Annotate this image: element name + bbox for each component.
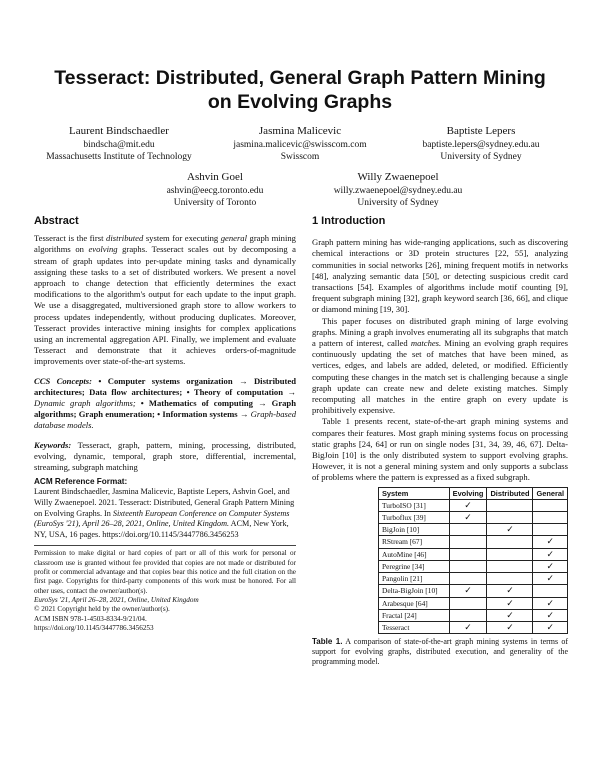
table-cell-general	[533, 621, 568, 633]
check-mark-icon: ✓	[464, 500, 472, 511]
table-cell-distributed	[487, 536, 533, 548]
author-name: Jasmina Malicevic	[258, 125, 342, 137]
table-cell-distributed	[487, 621, 533, 633]
table-cell-system: Fractal [24]	[379, 609, 450, 621]
table-row	[379, 548, 568, 560]
doi-link[interactable]: https://doi.org/10.1145/3447786.3456253	[34, 623, 154, 632]
author-email: bindscha@mit.edu	[83, 140, 155, 150]
table-cell-system: Tesseract	[379, 621, 450, 633]
author-email: willy.zwaenepoel@sydney.edu.au	[333, 186, 463, 196]
table-header: System	[379, 487, 450, 499]
author-affiliation: Massachusetts Institute of Technology	[46, 152, 192, 162]
check-mark-icon: ✓	[546, 549, 554, 560]
table-cell-evolving	[449, 597, 487, 609]
table-cell-distributed	[487, 573, 533, 585]
table-cell-evolving	[449, 560, 487, 572]
table-cell-general	[533, 573, 568, 585]
table-cell-evolving	[449, 524, 487, 536]
table-cell-general	[533, 524, 568, 536]
check-mark-icon: ✓	[546, 622, 554, 633]
intro-paragraph-1: Graph pattern mining has wide-ranging applications, such as discovering chemical interactions or 3D protein structures [22, 55], analyzing communities in social networks [26], mining frequent motifs in networks [48], analyzing semantic data [50], or detecting suspicious credit card transactions [54]. Examples of algorithms include motif counting [9], frequent subgraph mining [32], graph keyword search [36, 66], and clique or diamond mining [19, 30].	[312, 237, 568, 315]
footnote-divider	[34, 545, 296, 546]
check-mark-icon: ✓	[506, 610, 514, 621]
table-cell-general	[533, 560, 568, 572]
table-cell-evolving	[449, 573, 487, 585]
author-block	[150, 170, 280, 209]
author-email: jasmina.malicevic@swisscom.com	[233, 140, 367, 150]
check-mark-icon: ✓	[546, 598, 554, 609]
comparison-table	[378, 487, 568, 634]
table-cell-distributed	[487, 560, 533, 572]
check-mark-icon: ✓	[464, 513, 472, 524]
table-cell-distributed	[487, 499, 533, 511]
check-mark-icon: ✓	[506, 525, 514, 536]
table-row	[379, 536, 568, 548]
author-name: Baptiste Lepers	[446, 125, 516, 137]
table-header: General	[533, 487, 568, 499]
table-cell-general	[533, 536, 568, 548]
acm-reference: Laurent Bindschaedler, Jasmina Malicevic, Baptiste Lepers, Ashvin Goel, and Willy Zwaenepoel. 2021. Tesseract: Distributed, General Graph Pattern Mining on Evolving Graphs. In Sixteenth European Conference on Computer Systems (EuroSys '21), April 26–28, 2021, Online, United Kingdom. ACM, New York, NY, USA, 16 pages. https://doi.org/10.1145/3447786.3456253	[34, 487, 295, 539]
check-mark-icon: ✓	[506, 622, 514, 633]
table-cell-distributed	[487, 512, 533, 524]
table-cell-evolving	[449, 499, 487, 511]
acm-reference-heading: ACM Reference Format:	[34, 477, 128, 487]
table-cell-system: Pangolin [21]	[379, 573, 450, 585]
abstract-heading: Abstract	[34, 215, 79, 227]
author-block	[215, 124, 385, 163]
check-mark-icon: ✓	[546, 561, 554, 572]
author-email: ashvin@eecg.toronto.edu	[166, 186, 264, 196]
table-row	[379, 573, 568, 585]
table-cell-system: Turboflux [39]	[379, 512, 450, 524]
author-name: Willy Zwaenepoel	[357, 171, 439, 183]
paper-title-line-1: Tesseract: Distributed, General Graph Pattern Mining	[54, 67, 546, 89]
permission-notice: Permission to make digital or hard copies of part or all of this work for personal or classroom use is granted without fee provided that copies are not made or distributed for profit or commercial advantage and that copies bear this notice and the full citation on the first page. Copyrights for third-party components of this work must be honored. For all other uses, contact the owner/author(s).	[34, 549, 296, 595]
table-cell-evolving	[449, 621, 487, 633]
table-cell-distributed	[487, 524, 533, 536]
author-affiliation: University of Toronto	[173, 198, 257, 208]
author-affiliation: Swisscom	[280, 152, 320, 162]
table-row	[379, 560, 568, 572]
venue-line: EuroSys '21, April 26–28, 2021, Online, United Kingdom	[34, 595, 199, 604]
check-mark-icon: ✓	[464, 586, 472, 597]
table-row	[379, 609, 568, 621]
author-affiliation: University of Sydney	[440, 152, 522, 162]
table-cell-system: AutoMine [46]	[379, 548, 450, 560]
ccs-concepts: CCS Concepts: • Computer systems organization → Distributed architectures; Data flow architectures; • Theory of computation → Dynamic graph algorithms; • Mathematics of computing → Graph algorithms; Graph enumeration; • Information systems → Graph-based database models.	[34, 375, 297, 431]
table-cell-general	[533, 499, 568, 511]
table-cell-system: BigJoin [10]	[379, 524, 450, 536]
table-cell-distributed	[487, 585, 533, 597]
table-cell-general	[533, 609, 568, 621]
author-block	[396, 124, 566, 163]
intro-paragraph-2: This paper focuses on distributed graph mining of large evolving graphs. Mining a graph involves enumerating all its subgraphs that match a pattern of interest, called matches. Mining an evolving graph requires continuously updating the set of matches that have been mined, as vertices, edges, and labels are added, deleted, or modified. Efficiently computing these changes in the match set is challenging because a single graph update can create new and delete existing matches. Simply recomputing all matches in the entire graph on every update is prohibitively expensive.	[312, 315, 568, 416]
author-name: Ashvin Goel	[187, 171, 243, 183]
author-affiliation: University of Sydney	[357, 198, 439, 208]
left-column	[34, 216, 296, 633]
table-cell-evolving	[449, 512, 487, 524]
author-block	[318, 170, 478, 209]
table-cell-general	[533, 585, 568, 597]
table-header-row	[379, 487, 568, 499]
table-body	[379, 499, 568, 633]
table-cell-distributed	[487, 597, 533, 609]
check-mark-icon: ✓	[506, 598, 514, 609]
copyright-line: © 2021 Copyright held by the owner/author(s).	[34, 605, 170, 614]
isbn-line: ACM ISBN 978-1-4503-8334-9/21/04.	[34, 614, 147, 623]
table-row	[379, 621, 568, 633]
check-mark-icon: ✓	[506, 586, 514, 597]
check-mark-icon: ✓	[546, 537, 554, 548]
table-row	[379, 512, 568, 524]
table-header: Distributed	[487, 487, 533, 499]
check-mark-icon: ✓	[546, 574, 554, 585]
intro-paragraph-3: Table 1 presents recent, state-of-the-art graph mining systems and compares their features. Most graph mining systems focus on processing static graphs [24, 64] or run on single nodes [31, 34, 39, 46, 67]. Delta-BigJoin [10] is the only distributed system to support evolving graphs. However, it is not a general mining system and only supports a subclass of problems where the pattern is expressed as a fixed subgraph.	[312, 416, 568, 483]
author-name: Laurent Bindschaedler	[69, 125, 169, 137]
table-row	[379, 585, 568, 597]
check-mark-icon: ✓	[464, 622, 472, 633]
introduction-heading: 1 Introduction	[312, 215, 386, 227]
table-cell-evolving	[449, 548, 487, 560]
table-cell-general	[533, 512, 568, 524]
table-header: Evolving	[449, 487, 487, 499]
table-cell-general	[533, 597, 568, 609]
table-cell-system: Peregrine [34]	[379, 560, 450, 572]
table-cell-evolving	[449, 585, 487, 597]
table-cell-distributed	[487, 609, 533, 621]
copyright-block	[34, 549, 296, 633]
check-mark-icon: ✓	[546, 610, 554, 621]
table-cell-evolving	[449, 536, 487, 548]
paper-title-line-2: on Evolving Graphs	[207, 91, 393, 113]
table-cell-distributed	[487, 548, 533, 560]
table-row	[379, 597, 568, 609]
table-cell-system: TurboISO [31]	[379, 499, 450, 511]
table-cell-general	[533, 548, 568, 560]
table-cell-system: Delta-BigJoin [10]	[379, 585, 450, 597]
paper-title	[40, 66, 560, 114]
abstract-text: Tesseract is the first distributed system for executing general graph mining algorithms on evolving graphs. Tesseract scales out by decomposing a stream of graph updates into per-update mining tasks and dynamically assigning these tasks to a set of distributed workers. We present a novel approach to change detection that efficiently determines the exact modifications to the algorithm's output for each update to the input graph. We use a disaggregated, multiversioned graph store to allow workers to process updates independently, without producing duplicates. Moreover, Tesseract provides interactive mining insights for complex applications using an incremental aggregation API. Finally, we implement and evaluate Tesseract and demonstrate that it achieves orders-of-magnitude improvements over state-of-the-art systems.	[34, 233, 296, 367]
keywords: Keywords: Tesseract, graph, pattern, mining, processing, distributed, evolving, dynamic, temporal, graph store, differential, incremental, streaming, subgraph matching	[34, 439, 296, 473]
table-caption: Table 1. A comparison of state-of-the-art graph mining systems in terms of support for evolving graphs, distributed execution, and generality of the programming model.	[312, 637, 569, 667]
table-cell-evolving	[449, 609, 487, 621]
table-row	[379, 499, 568, 511]
right-column	[312, 216, 568, 667]
author-block	[34, 124, 204, 163]
table-cell-system: Arabesque [64]	[379, 597, 450, 609]
table-row	[379, 524, 568, 536]
table-cell-system: RStream [67]	[379, 536, 450, 548]
author-email: baptiste.lepers@sydney.edu.au	[422, 140, 540, 150]
